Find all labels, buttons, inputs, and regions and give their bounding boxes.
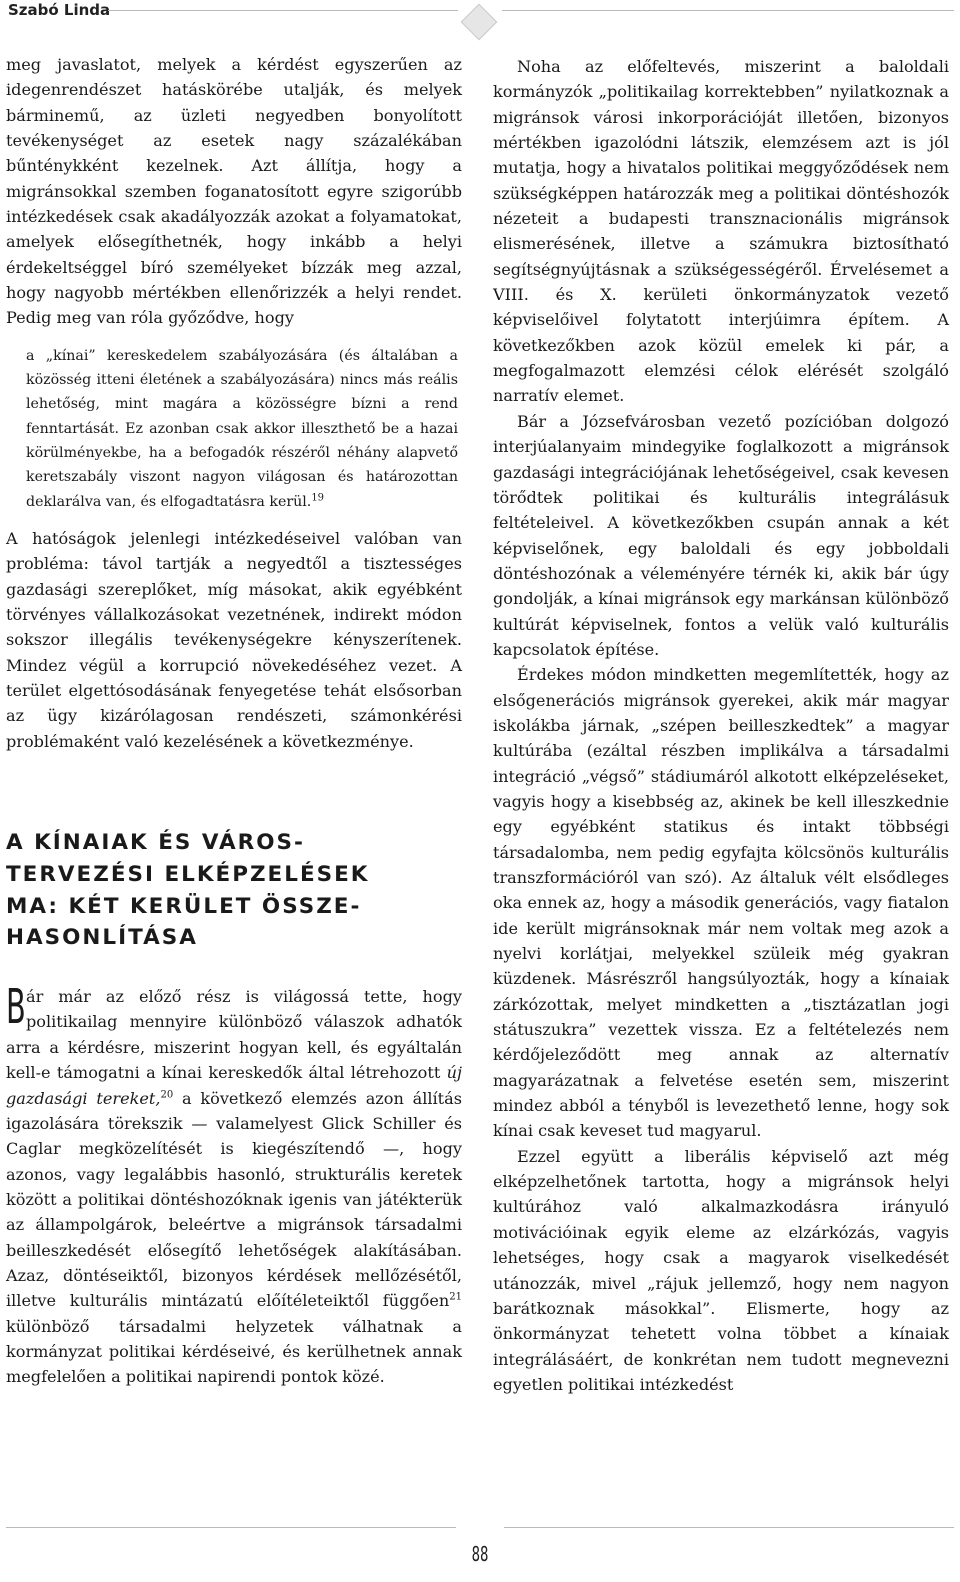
text-run: különböző társadalmi helyzetek válhatnak a kormányzat politikai kérdéseivé, és kerülhetnek annak megfelelően a politikai napirendi pontok közé. — [6, 1316, 462, 1387]
diamond-ornament-icon — [461, 4, 498, 41]
running-header — [0, 0, 960, 40]
text-run: a következő elemzés azon állítás igazolására törekszik — valamelyest Glick Schiller és Caglar megközelítését is kiegészítendő —, hogy azonos, vagy legalábbis hasonló, strukturális keretek között a politikai döntéshozóknak igenis van játékterük az állampolgárok, beleértve a migránsok társadalmi beilleszkedését elősegítő lehetőségek alakításában. Azaz, döntéseiktől, bizonyos kérdések mellőzésétől, illetve kulturális mintázatú előítéleteiktől függően — [6, 1088, 462, 1311]
author-name: Szabó Linda — [8, 1, 111, 19]
right-column — [493, 54, 949, 1397]
heading-line: TERVEZÉSI ELKÉPZELÉSEK — [6, 861, 370, 887]
heading-line: MA: KÉT KERÜLET ÖSSZE- — [6, 893, 362, 919]
text-run: ár már az előző rész is világossá tette, hogy politikailag mennyire különböző válaszok adhatók arra a kérdésre, miszerint hogyan kell, és egyáltalán kell-e támogatni a kínai kereskedők által létrehozott — [6, 987, 462, 1083]
paragraph — [6, 979, 462, 1390]
header-rule-right — [502, 10, 954, 11]
quote-text: a „kínai” kereskedelem szabályozására (és általában a közösség itteni életének a szabályozására) nincs más reális lehetőség, mint magára a közösségre bízni a rend fenntartását. Ez azonban csak akkor illeszthető be a hazai körülményekbe, ha a befogadók részéről néhány alapvető keretszabály viszont nagyon világosan és határozottan deklarálva van, és elfogadtatásra kerül. — [26, 347, 458, 510]
paragraph: meg javaslatot, melyek a kérdést egyszerűen az idegenrendészet hatáskörébe utalják, és melyek bárminemű, az üzleti negyedben bonyolított tevékenységet az esetek nagy százalékában bűnténykként kezelnek. Azt állítja, hogy a migránsokkal szemben foganatosított egyre szigorúbb intézkedések csak akadályozzák azokat a folyamatokat, amelyek elősegíthetnék, hogy inkább a helyi érdekeltséggel bíró személyeket bízzák meg azzal, hogy nagyobb mértékben ellenőrizzék a helyi rendet. Pedig meg van róla győződve, hogy — [6, 55, 462, 328]
paragraph: Bár a Józsefvárosban vezető pozícióban dolgozó interjúalanyaim mindegyike foglalkozott a migránsok gazdasági integrációjának lehetőségeivel, csak kevesen törődtek politikai és kulturális integrálásuk feltételeivel. A következőkben csupán annak a két képviselőnek, egy baloldali és egy jobboldali döntéshozónak a véleményére térnék ki, akik bár úgy gondolják, a kínai migránsok egy markánsan különböző kultúrát képviselnek, fontos a velük való kulturális kapcsolatok építése. — [493, 411, 949, 659]
heading-line: HASONLÍTÁSA — [6, 925, 198, 951]
footnote-ref[interactable]: 19 — [311, 491, 325, 503]
left-column — [6, 52, 462, 1390]
paragraph: Ezzel együtt a liberális képviselő azt még elképzelhetőnek tartotta, hogy a migránsok helyi kultúrához való alkalmazkodásra irányuló motivációinak egyik eleme az elzárkózás, vagyis lehetséges, hogy csak a magyarok viselkedését utánozzák, mivel „rájuk jellemző, hogy nem nagyon barátkoznak másokkal”. Elismerte, hogy az önkormányzat tehetett volna többet a kínaiak integrálásáért, de konkrétan nem tudott megnevezni egyetlen politikai intézkedést — [493, 1146, 949, 1394]
header-rule-left — [108, 10, 458, 11]
section-heading — [6, 827, 462, 954]
footer-rule-right — [504, 1527, 954, 1528]
paragraph: A hatóságok jelenlegi intézkedéseivel valóban van probléma: távol tartják a negyedtől a tisztességes gazdasági szereplőket, míg másokat, akik egyébként törvényes vállalkozásokat vezetnének, indirekt módon sokszor illegális tevékenységekre kényszerítenek. Mindez végül a korrupció növekedéséhez vezet. A terület elgettósodásának fenyegetése tehát elsősorban az ügy kizárólagosan rendészeti, számonkérési problémaként való kezelésének a következménye. — [6, 528, 462, 751]
paragraph: Noha az előfeltevés, miszerint a baloldali kormányzók „politikailag korrektebben” nyilatkoznak a migránsok városi inkorporációját illetően, bizonyos mértékben igazolódni látszik, elemzésem azt is jól mutatja, hogy a hivatalos politikai meggyőződések nem szükségképpen határozzák meg a politikai döntéshozók nézeteit a budapesti transznacionális migránsok elismerésének, illetve a számukra biztosítható segítségnyújtásnak a szükségességéről. Érvelésemet a VIII. és X. kerületi önkormányzatok vezető képviselőivel folytatott interjúimra építem. A következőkben azok közül emelek ki pár, a megfogalmazott elemzési célok elérését szolgáló narratív elemet. — [493, 57, 949, 406]
paragraph: Érdekes módon mindketten megemlítették, hogy az elsőgenerációs migránsok gyerekei, akik már magyar iskolákba járnak, „szépen beilleszkedtek” a magyar kultúrába (ezáltal részben implikálva a társadalmi integráció „végső” stádiumáról alkotott elképzeléseket, vagyis hogy a kisebbség az, akinek be kell illeszkednie egy egyébként statikus és intakt többségi társadalomba, nem pedig egyfajta kölcsönös kulturális transzformációról van szó). Az általuk vélt elsődleges oka ennek az, hogy a második generációs, vagy fiatalon ide került migránsoknak már nem voltak meg azok a nyelvi korlátjai, melyekkel szüleik még gyakran küzdenek. Másrészről hangsúlyozták, hogy a kínaiak zárkózottak, melyet mindketten a „tisztázatlan jogi státuszukra” vezettek vissza. Ez a feltételezés nem kérdőjeleződött meg annak az alternatív magyarázatnak a felvetése esetén sem, miszerint mindez abból a tényből is levezethető lenne, hogy sok kínai csak keveset tud magyarul. — [493, 665, 949, 1141]
block-quote — [6, 344, 462, 514]
italic-text: új gazdasági tereket, — [6, 1063, 462, 1108]
heading-line: A KÍNAIAK ÉS VÁROS- — [6, 829, 305, 855]
footnote-ref[interactable]: 20 — [160, 1089, 174, 1101]
footer-rule-left — [6, 1527, 456, 1528]
footnote-ref[interactable]: 21 — [449, 1291, 462, 1303]
page-number: 88 — [471, 1542, 489, 1566]
drop-cap: B — [6, 979, 26, 1036]
